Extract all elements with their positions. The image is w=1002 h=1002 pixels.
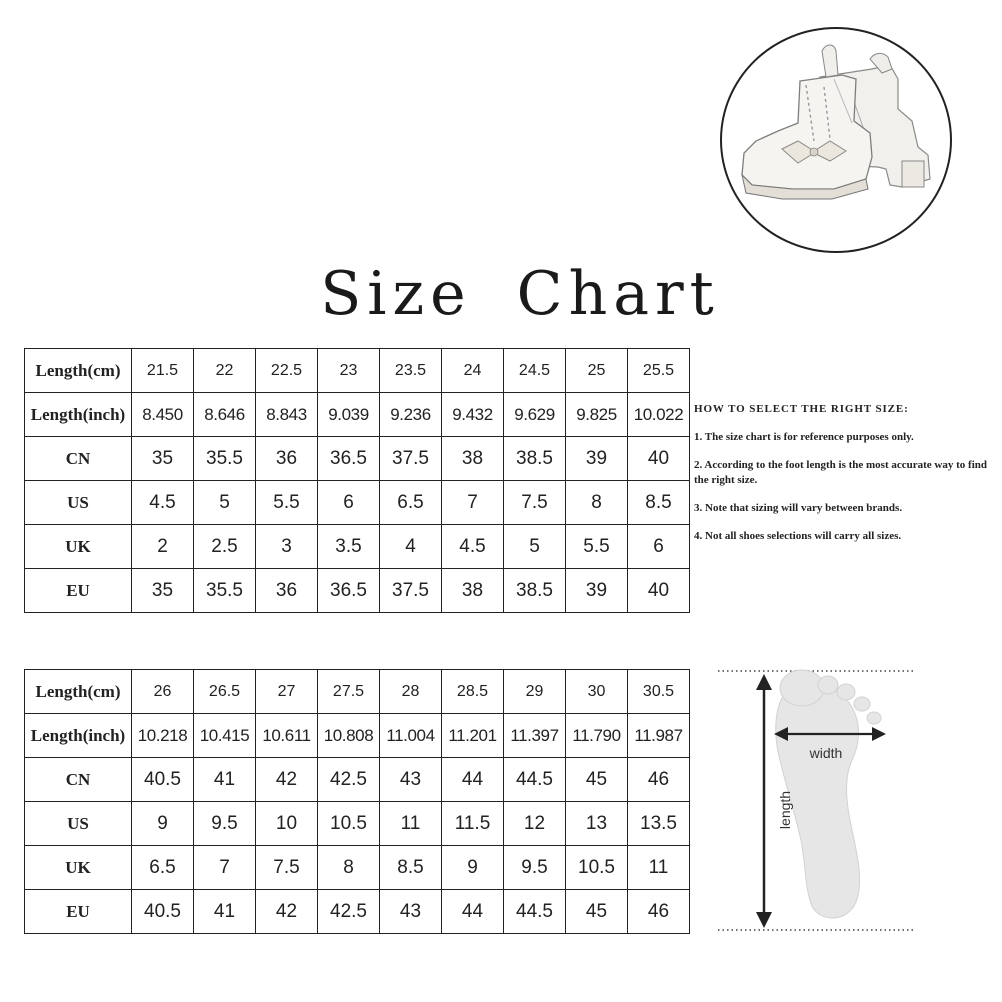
size-cell: 36	[256, 569, 318, 613]
size-cell: 44	[442, 890, 504, 934]
row-length-cm	[25, 349, 690, 393]
size-cell: 35	[132, 437, 194, 481]
size-cell: 2.5	[194, 525, 256, 569]
size-cell: 35	[132, 569, 194, 613]
size-cell: 8.646	[194, 393, 256, 437]
length-arrow	[756, 674, 772, 928]
foot-measurement-diagram	[716, 660, 922, 940]
size-cell: 46	[628, 758, 690, 802]
size-cell: 21.5	[132, 349, 194, 393]
row-cn	[25, 758, 690, 802]
size-cell: 24.5	[504, 349, 566, 393]
row-label: Length(cm)	[25, 349, 132, 393]
size-cell: 27.5	[318, 670, 380, 714]
row-label: UK	[25, 525, 132, 569]
size-cell: 9.629	[504, 393, 566, 437]
size-cell: 30.5	[628, 670, 690, 714]
size-cell: 11	[628, 846, 690, 890]
row-length-inch	[25, 714, 690, 758]
size-cell: 23.5	[380, 349, 442, 393]
size-cell: 30	[566, 670, 628, 714]
size-cell: 11.790	[566, 714, 628, 758]
size-cell: 5	[194, 481, 256, 525]
row-eu	[25, 569, 690, 613]
size-cell: 9.825	[566, 393, 628, 437]
page-title: Size Chart	[320, 259, 720, 329]
size-cell: 28.5	[442, 670, 504, 714]
size-cell: 41	[194, 758, 256, 802]
size-cell: 42	[256, 890, 318, 934]
size-cell: 6	[318, 481, 380, 525]
size-cell: 4.5	[442, 525, 504, 569]
size-cell: 10	[256, 802, 318, 846]
row-cn	[25, 437, 690, 481]
width-label: width	[809, 745, 843, 761]
size-cell: 36.5	[318, 569, 380, 613]
row-label: Length(inch)	[25, 393, 132, 437]
size-cell: 26.5	[194, 670, 256, 714]
size-cell: 27	[256, 670, 318, 714]
size-cell: 5.5	[256, 481, 318, 525]
row-label: Length(cm)	[25, 670, 132, 714]
size-cell: 10.5	[566, 846, 628, 890]
size-cell: 7.5	[256, 846, 318, 890]
size-cell: 28	[380, 670, 442, 714]
size-cell: 38	[442, 437, 504, 481]
size-cell: 25.5	[628, 349, 690, 393]
size-cell: 42.5	[318, 890, 380, 934]
size-cell: 8.450	[132, 393, 194, 437]
size-cell: 46	[628, 890, 690, 934]
size-cell: 8	[566, 481, 628, 525]
size-cell: 35.5	[194, 437, 256, 481]
row-us	[25, 802, 690, 846]
size-cell: 9.236	[380, 393, 442, 437]
row-label: US	[25, 802, 132, 846]
size-cell: 9.5	[194, 802, 256, 846]
size-cell: 10.022	[628, 393, 690, 437]
size-cell: 10.611	[256, 714, 318, 758]
size-cell: 39	[566, 437, 628, 481]
row-uk	[25, 525, 690, 569]
size-cell: 45	[566, 890, 628, 934]
size-cell: 4	[380, 525, 442, 569]
size-cell: 41	[194, 890, 256, 934]
size-cell: 3	[256, 525, 318, 569]
row-label: CN	[25, 758, 132, 802]
row-eu	[25, 890, 690, 934]
size-cell: 6	[628, 525, 690, 569]
row-label: UK	[25, 846, 132, 890]
size-cell: 11	[380, 802, 442, 846]
size-cell: 8	[318, 846, 380, 890]
instruction-item: 4. Not all shoes selections will carry all sizes.	[694, 530, 902, 542]
instruction-item: 1. The size chart is for reference purposes only.	[694, 431, 914, 443]
size-cell: 44.5	[504, 758, 566, 802]
row-label: Length(inch)	[25, 714, 132, 758]
size-cell: 37.5	[380, 569, 442, 613]
size-cell: 9	[132, 802, 194, 846]
size-cell: 7	[442, 481, 504, 525]
size-cell: 22.5	[256, 349, 318, 393]
product-image	[720, 27, 952, 253]
size-cell: 13.5	[628, 802, 690, 846]
row-us	[25, 481, 690, 525]
size-cell: 8.5	[380, 846, 442, 890]
size-cell: 6.5	[132, 846, 194, 890]
size-cell: 7	[194, 846, 256, 890]
size-cell: 5	[504, 525, 566, 569]
instructions-title: HOW TO SELECT THE RIGHT SIZE:	[694, 403, 909, 415]
size-table-1	[24, 348, 690, 613]
row-label: CN	[25, 437, 132, 481]
size-cell: 42.5	[318, 758, 380, 802]
row-label: EU	[25, 890, 132, 934]
size-cell: 11.004	[380, 714, 442, 758]
size-cell: 13	[566, 802, 628, 846]
size-cell: 38.5	[504, 569, 566, 613]
instruction-item: 2. According to the foot length is the most accurate way to find the right size.	[694, 459, 987, 486]
size-cell: 42	[256, 758, 318, 802]
size-instructions	[694, 403, 999, 557]
size-cell: 29	[504, 670, 566, 714]
size-cell: 24	[442, 349, 504, 393]
size-cell: 45	[566, 758, 628, 802]
size-cell: 11.987	[628, 714, 690, 758]
size-cell: 7.5	[504, 481, 566, 525]
size-cell: 10.808	[318, 714, 380, 758]
size-cell: 9.432	[442, 393, 504, 437]
size-cell: 44	[442, 758, 504, 802]
row-label: EU	[25, 569, 132, 613]
size-cell: 10.415	[194, 714, 256, 758]
size-cell: 3.5	[318, 525, 380, 569]
size-cell: 35.5	[194, 569, 256, 613]
size-cell: 22	[194, 349, 256, 393]
row-label: US	[25, 481, 132, 525]
size-cell: 25	[566, 349, 628, 393]
front-boot	[742, 45, 872, 199]
size-cell: 40	[628, 569, 690, 613]
size-cell: 26	[132, 670, 194, 714]
size-cell: 9.039	[318, 393, 380, 437]
size-cell: 38	[442, 569, 504, 613]
size-cell: 38.5	[504, 437, 566, 481]
size-cell: 6.5	[380, 481, 442, 525]
size-cell: 5.5	[566, 525, 628, 569]
size-cell: 43	[380, 890, 442, 934]
size-cell: 12	[504, 802, 566, 846]
size-cell: 8.843	[256, 393, 318, 437]
size-cell: 8.5	[628, 481, 690, 525]
size-cell: 2	[132, 525, 194, 569]
size-cell: 10.5	[318, 802, 380, 846]
size-cell: 44.5	[504, 890, 566, 934]
size-cell: 37.5	[380, 437, 442, 481]
size-cell: 11.201	[442, 714, 504, 758]
size-cell: 9.5	[504, 846, 566, 890]
size-cell: 11.5	[442, 802, 504, 846]
row-uk	[25, 846, 690, 890]
size-cell: 39	[566, 569, 628, 613]
size-cell: 40.5	[132, 890, 194, 934]
size-cell: 4.5	[132, 481, 194, 525]
size-cell: 36	[256, 437, 318, 481]
size-cell: 9	[442, 846, 504, 890]
row-length-cm	[25, 670, 690, 714]
size-cell: 40	[628, 437, 690, 481]
size-cell: 36.5	[318, 437, 380, 481]
size-cell: 10.218	[132, 714, 194, 758]
length-label: length	[777, 790, 793, 830]
row-length-inch	[25, 393, 690, 437]
size-table-2	[24, 669, 690, 934]
size-cell: 11.397	[504, 714, 566, 758]
size-cell: 40.5	[132, 758, 194, 802]
size-cell: 43	[380, 758, 442, 802]
instruction-item: 3. Note that sizing will vary between brands.	[694, 502, 903, 514]
size-cell: 23	[318, 349, 380, 393]
